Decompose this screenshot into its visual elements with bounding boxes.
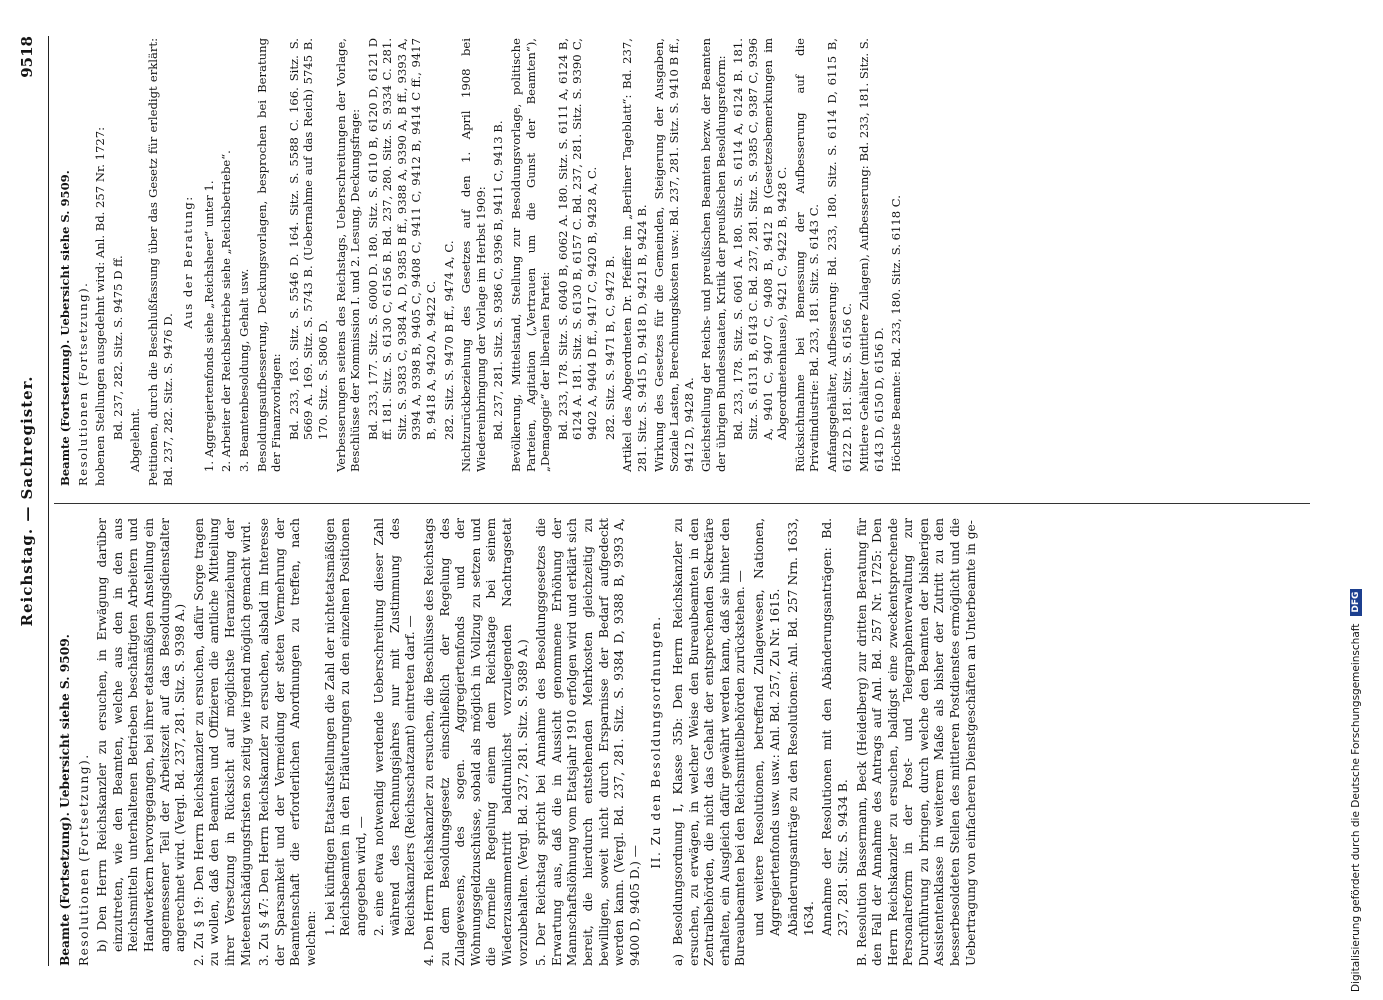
sub-entry-refs: Bd. 233, 163. Sitz. S. 5546 D. 164. Sitz. S. 5588 C. 166. Sitz. S. 5669 A. 169. Sitz. S. 5743 B. (Uebernahme auf das Reich) 5745 B. 170. Sitz. S. 5806 D. — [286, 38, 330, 440]
entry-3-1: 1. bei künftigen Etatsaufstellungen die Zahl der nichtetatsmäßigen Reichsbeamten in den Erläuterungen zu den einzelnen Positionen angegeben wird, — — [322, 518, 368, 936]
adoption-note: Annahme der Resolutionen mit den Abänderungsanträgen: Bd. 237, 281. Sitz. S. 9434 B. — [820, 518, 850, 936]
dfg-logo: DFG — [1350, 589, 1362, 616]
section-II-heading: II. Zu den Besoldungsordnungen. — [649, 615, 664, 869]
petitions-note: Petitionen, durch die Beschlußfassung über das Gesetz für erledigt erklärt: Bd. 237, 282. Sitz. S. 9476 D. — [145, 38, 175, 486]
sub-entry: Wirkung des Gesetzes für die Gemeinden, Steigerung der Ausgaben, Soziale Lasten, Berechnungskosten usw.: Bd. 237, 281. Sitz. S. 9410 B ff., 9412 D, 9428 A. — [652, 38, 696, 472]
page-number: 9518 — [18, 36, 36, 78]
digitization-credit — [1350, 589, 1362, 992]
entry-4: 4. Den Herrn Reichskanzler zu ersuchen, die Beschlüsse des Reichstags zu dem Besoldungsgesetz einschließlich der Regelung des Zulagewesens, des sogen. Aggregiertenfonds und der Wohnungsgeldzuschüsse, sobald als möglich in Vollzug zu setzen und die formelle Regelung einem dem Reichstage bei seinem Wiederzusammentritt baldtunlichst vorzulegenden Nachtragsetat vorzubehalten. (Vergl. Bd. 237, 281. Sitz. S. 9389 A.) — [422, 518, 530, 966]
sub-entry: Besoldungsaufbesserung, Deckungsvorlagen, besprochen bei Beratung der Finanzvorlagen: — [254, 38, 284, 472]
sub-entry: Artikel des Abgeordneten Dr. Pfeiffer im „Berliner Tageblatt“: Bd. 237, 281. Sitz. S. 9415 D, 9418 D, 9421 B, 9424 B. — [620, 38, 649, 472]
sub-entry: Gleichstellung der Reichs- und preußischen Beamten bezw. der Beamten der übrigen Bundesstaaten, Kritik der preußischen Besoldungsreform: — [699, 38, 728, 472]
sub-entry-refs: Bd. 237, 281. Sitz. S. 9386 C, 9396 B, 9411 C, 9413 B. — [491, 120, 506, 440]
column-divider — [54, 503, 1310, 504]
entry-3-2: 2. eine etwa notwendig werdende Ueberschreitung dieser Zahl während des Rechnungsjahres nur mit Zustimmung des Reichskanzlers (Reichsschatzamt) eintreten darf. — — [372, 518, 418, 936]
list-item: 2. Arbeiter der Reichsbetriebe siehe „Reichsbetriebe“. — [219, 150, 234, 472]
sub-entry-refs: Bd. 233, 177. Sitz. S. 6000 D. 180. Sitz. S. 6110 B, 6120 D, 6121 D ff. 181. Sitz. S. 6130 C, 6156 B. Bd. 237, 280. Sitz. S. 9334 C. 281. Sitz. S. 9383 C, 9384 A, D, 9385 B ff., 9388 A, 9390 A, B ff., 9393 A, 9394 A, 9398 B, 9405 C, 9408 C, 9411 C, 9412 B, 9414 C ff., 9417 B, 9418 A, 9420 A, 9422 C. — [365, 38, 439, 440]
further-resolutions: und weitere Resolutionen, betreffend Zulagewesen, Nationen, Aggregiertenfonds usw. usw.: Anl. Bd. 257, Zu Nr. 1615. — [751, 518, 782, 936]
entry-b: b) Den Herrn Reichskanzler zu ersuchen, in Erwägung darüber einzutreten, wie den Beamten, welche aus den in den aus Reichsmitteln unterhaltenen Betrieben beschäftigten Arbeitern und Handwerkern hervorgegangen, bei ihrer etatsmäßigen Anstellung ein angemessener Teil der Arbeitszeit auf das Besoldungsdienstalter angerechnet wird. (Vergl. Bd. 237, 281. Sitz. S. 9398 A.) — [95, 518, 188, 952]
list-item: 3. Beamtenbesoldung, Gehalt usw. — [236, 268, 251, 472]
sub-entry-refs: 282. Sitz. S. 9471 B, C, 9472 B. — [602, 255, 617, 440]
sub-entry: Verbesserungen seitens des Reichstags, Ueberschreitungen der Vorlage, Beschlüsse der Kommission I. und 2. Lesung, Deckungsfrage: — [333, 38, 363, 472]
continuation-text: hobenen Stellungen ausgedehnt wird: Anl. Bd. 257 Nr. 1727: — [93, 126, 108, 486]
amendment-motions: Abänderungsanträge zu den Resolutionen: Anl. Bd. 257 Nrn. 1633, 1634. — [786, 518, 816, 936]
sub-entry: Nichtzurückbeziehung des Gesetzes auf den 1. April 1908 bei Wiedereinbringung der Vorlage im Herbst 1909: — [459, 38, 488, 472]
section-heading: Beamte (Fortsetzung). Uebersicht siehe S. 9509. — [58, 170, 72, 486]
left-column — [58, 518, 1308, 966]
sub-entry: Bevölkerung, Mittelstand, Stellung zur Besoldungsvorlage, politische Parteien, Agitation („Vertrauen um die Gunst der Beamten“), „Demagogie“ der liberalen Partei: — [509, 38, 553, 472]
page-header — [18, 36, 42, 966]
section-heading: Beamte (Fortsetzung). Uebersicht siehe S. 9509. — [58, 634, 72, 966]
entry-a: a) Besoldungsordnung I, Klasse 35b: Den Herrn Reichskanzler zu ersuchen, zu erwägen, in welcher Weise den Bureaubeamten in den Zentralbehörden, die nicht das Gehalt der entsprechenden Sekretäre erhalten, ein Ausgleich dafür gewährt werden kann, daß sie hinter den Bureaubeamten bei den Reichsmittelbehörden zurückstehen. — — [670, 518, 748, 966]
subsection-heading: Resolutionen (Fortsetzung). — [76, 753, 91, 966]
sub-entry: Rücksichtnahme bei Bemessung der Aufbesserung auf die Privatindustrie: Bd. 233, 181. Sitz. S. 6143 C. — [792, 38, 822, 472]
running-title: Reichstag. — Sachregister. — [18, 375, 36, 627]
reference: Bd. 237, 282. Sitz. S. 9475 D ff. — [110, 255, 125, 440]
list-item: 1. Aggregiertenfonds siehe „Reichsheer“ unter 1. — [201, 180, 216, 472]
sub-entry: Höchste Beamte: Bd. 233, 180. Sitz. S. 6118 C. — [889, 195, 904, 472]
sub-entry-refs: Bd. 233, 178. Sitz. S. 6040 B, 6062 A. 180. Sitz. S. 6111 A, 6124 B, 6124 A. 181. Sitz. S. 6130 B, 6157 C. Bd. 237, 281. Sitz. S. 9390 C, 9402 A, 9404 D ff., 9417 C, 9420 B, 9428 A, C. — [555, 38, 599, 440]
sub-entry-refs: Bd. 233, 178. Sitz. S. 6061 A. 180. Sitz. S. 6114 A, 6124 B. 181. Sitz. S. 6131 B, 6143 C. Bd. 237, 281. Sitz. S. 9385 C, 9387 C, 9396 A, 9401 C, 9407 C, 9408 B, 9412 B (Gesetzesbemerkungen im Abgeordnetenhause), 9421 C, 9422 B, 9428 C. — [731, 38, 790, 440]
sub-entry: Mittlere Gehälter (mittlere Zulagen), Aufbesserung: Bd. 233, 181. Sitz. S. 6143 D, 6150 D, 6156 D. — [857, 38, 886, 472]
entry-2: 2. Zu § 19: Den Herrn Reichskanzler zu ersuchen, dafür Sorge tragen zu wollen, daß den Beamten und Offizieren die amtliche Mitteilung ihrer Versetzung in Rücksicht auf möglichste Heranziehung der Mieteentschädigungsfristen so zeitig wie irgend möglich gemacht wird. — [191, 518, 253, 966]
entry-B: B. Resolution Bassermann, Beck (Heidelberg) zur dritten Beratung für den Fall der Annahme des Antrags auf Anl. Bd. 257 Nr. 1725: Den Herrn Reichskanzler zu ersuchen, baldigst eine zweckentsprechende Personalreform in der Post- und Telegraphenverwaltung zur Durchführung zu bringen, durch welche den Beamten der bisherigen Assistentenklasse in weiterem Maße als bisher der Zutritt zu den besserbesoldeten Stellen des mittleren Postdienstes ermöglicht und die Uebertragung von einfacheren Dienstgeschäften an Unterbeamte in ge- — [854, 518, 978, 966]
header-rule — [48, 36, 49, 966]
credit-text: Digitalisierung gefördert durch die Deutsche Forschungsgemeinschaft — [1350, 623, 1362, 992]
sub-entry-refs: 282. Sitz. S. 9470 B ff., 9474 A, C. — [441, 240, 456, 440]
subsection-heading: Resolutionen (Fortsetzung). — [75, 281, 90, 486]
sub-entry: Anfangsgehälter, Aufbesserung: Bd. 233, 180. Sitz. S. 6114 D, 6115 B, 6122 D. 181. Sitz. S. 6156 C. — [824, 38, 854, 472]
right-column — [58, 38, 1308, 486]
entry-5: 5. Der Reichstag spricht bei Annahme des Besoldungsgesetzes die Erwartung aus, daß die in Aussicht genommene Erhöhung der Mannschaftslöhnung vom Etatsjahr 1910 erfolgen wird und erklärt sich bereit, die hierdurch entstehenden Mehrkosten gleichzeitig zu bewilligen, soweit nicht durch Ersparnisse der Bedarf aufgedeckt werden kann. (Vergl. Bd. 237, 281. Sitz. S. 9384 D, 9388 B, 9393 A, 9400 D, 9405 D.) — — [534, 518, 642, 966]
entry-3: 3. Zu § 47: Den Herrn Reichskanzler zu ersuchen, alsbald im Interesse der Sparsamkeit und der Vermeidung der steten Vermehrung der Beamtenschaft die erforderlichen Anordnungen zu treffen, nach welchen: — [257, 518, 318, 966]
rejected-note: Abgelehnt. — [128, 408, 143, 472]
deliberation-heading: Aus der Beratung: — [181, 195, 196, 329]
